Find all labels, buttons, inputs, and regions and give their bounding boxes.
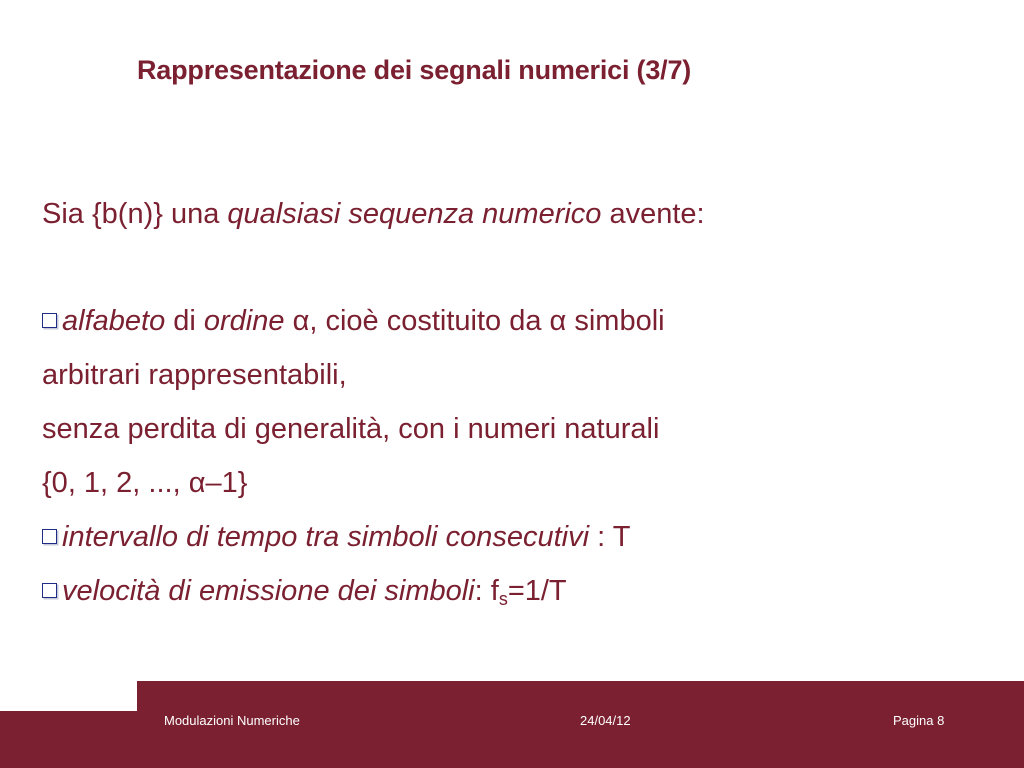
bullet1-term1: alfabeto [62,305,166,337]
slide-body [42,185,1002,618]
checkbox-bullet-icon [42,583,57,598]
bullet3-rest-after: =1/T [507,575,567,607]
checkbox-bullet-icon [42,529,57,544]
intro-line [42,185,1002,243]
bullet-item-alfabeto [42,294,1002,348]
bullet2-term: intervallo di tempo tra simboli consecutivi [62,521,590,553]
bullet3-subscript: s [498,589,508,609]
bullet1-mid: di [165,305,204,337]
bullet1-rest: α, cioè costituito da α simboli [284,305,665,337]
footer-date: 24/04/12 [580,713,631,728]
bullet-item-velocita [42,564,1002,618]
intro-emphasis: qualsiasi sequenza numerico [227,198,602,230]
intro-prefix: Sia {b(n)} una [42,198,228,230]
bullet3-rest-before: : f [474,575,499,607]
continuation-line: senza perdita di generalità, con i numeri naturali [42,413,660,445]
slide-title: Rappresentazione dei segnali numerici (3/7) [137,55,692,85]
footer-divider [0,706,137,711]
continuation-line: arbitrari rappresentabili, [42,359,347,391]
bullet2-rest: : T [589,521,631,553]
checkbox-bullet-icon [42,313,57,328]
footer-course-name: Modulazioni Numeriche [164,713,300,728]
footer-left-strip [0,706,137,768]
bullet3-term: velocità di emissione dei simboli [62,575,475,607]
bullet-item-intervallo [42,510,1002,564]
bullet1-term2: ordine [203,305,285,337]
footer-page-number: Pagina 8 [893,713,945,728]
continuation-line: {0, 1, 2, ..., α–1} [42,467,248,499]
intro-suffix: avente: [601,198,705,230]
